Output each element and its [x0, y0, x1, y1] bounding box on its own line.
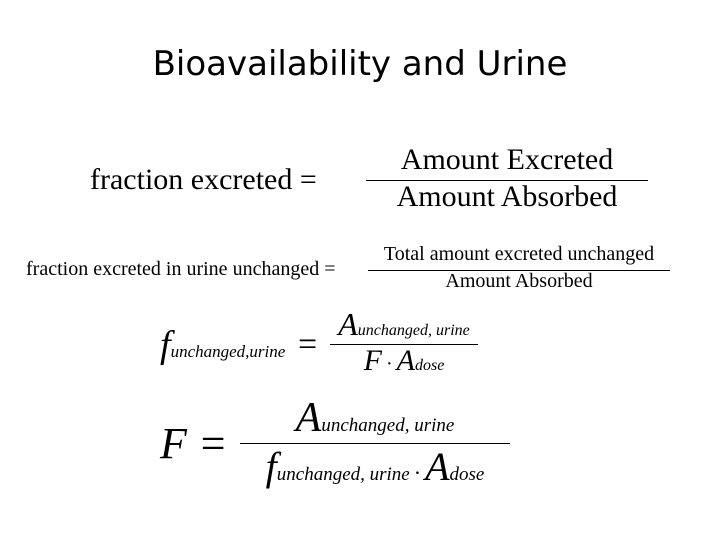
- eq4-numerator: [240, 394, 510, 442]
- eq3-den-symbol-1: F: [363, 344, 382, 377]
- eq3-den-dot: ·: [386, 353, 393, 375]
- eq2-denominator: Amount Absorbed: [445, 270, 593, 292]
- eq2-numerator: Total amount excreted unchanged: [383, 243, 655, 265]
- eq3-lhs-subscript: unchanged,urine: [170, 342, 286, 361]
- eq3-denominator: [330, 344, 478, 378]
- eq3-num-subscript: unchanged, urine: [357, 322, 470, 339]
- eq4-den-dot: ·: [413, 460, 422, 485]
- eq1-denominator: Amount Absorbed: [396, 180, 618, 213]
- eq3-lhs: [160, 323, 285, 367]
- eq4-num-symbol: A: [295, 395, 322, 441]
- slide-title: Bioavailability and Urine: [152, 44, 568, 84]
- eq3-numerator: [330, 306, 478, 343]
- eq1-numerator: Amount Excreted: [400, 143, 614, 176]
- eq4-denominator: [240, 443, 510, 490]
- eq4-lhs-text: F =: [160, 419, 228, 468]
- eq3-num-symbol: A: [338, 306, 358, 342]
- eq3-den-subscript: dose: [415, 357, 445, 374]
- eq4-num-subscript: unchanged, urine: [321, 415, 455, 436]
- eq4-den-subscript-2: dose: [449, 464, 485, 485]
- eq1-lhs: fraction excreted =: [90, 163, 317, 196]
- eq2-lhs: fraction excreted in urine unchanged =: [26, 258, 336, 280]
- eq3-den-symbol-2: A: [396, 344, 415, 377]
- eq4-den-subscript-1: unchanged, urine: [276, 464, 410, 485]
- eq4-lhs: [160, 418, 228, 469]
- eq3-lhs-symbol: f: [160, 324, 171, 366]
- eq4-den-symbol-2: A: [425, 444, 450, 489]
- eq3-equals: =: [298, 326, 318, 363]
- eq4-den-symbol-1: f: [265, 444, 277, 489]
